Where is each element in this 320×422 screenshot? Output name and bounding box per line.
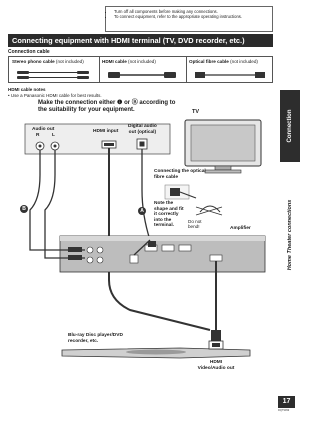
instruction-line: Make the connection either ❶ or Ⓑ according to: [38, 100, 176, 106]
do-not-bend-label: Do not bend!: [188, 219, 202, 230]
side-tab-connection: Connection: [280, 90, 300, 162]
audio-out-label: Audio out: [32, 127, 55, 132]
marker-a: A: [138, 207, 146, 215]
audio-r-label: R: [36, 133, 40, 138]
note-item: • To connect equipment, refer to the appropriate operating instructions.: [114, 14, 269, 19]
optical-note: Connecting the optical fibre cable: [154, 169, 206, 180]
note-item: • Turn off all components before making any connections.: [114, 9, 269, 14]
page-code: RQT9099: [278, 409, 290, 412]
tv-label: TV: [192, 109, 200, 115]
shape-note: Note the shape and fit it correctly into the terminal.: [154, 201, 184, 229]
side-text: Home Theater connections: [287, 199, 293, 271]
hdmi-input-label: HDMI input: [93, 129, 119, 134]
cable-name: Stereo phono cable: [12, 59, 55, 64]
cable-note: (not included): [55, 59, 84, 64]
instruction-line: the suitability for your equipment.: [38, 107, 135, 114]
cable-heading: Connection cable: [8, 49, 50, 55]
cable-note: (not included): [230, 59, 258, 64]
audio-l-label: L: [52, 133, 55, 138]
hdmi-notes-heading: HDMI cable notes: [8, 87, 46, 92]
amplifier-icon: [60, 236, 265, 272]
cable-name: HDMI cable: [102, 59, 127, 64]
hdmi-notes-item: • Use a Panasonic HDMI cable for best results.: [8, 92, 102, 98]
hdmi-video-label: HDMI Video/Audio out: [197, 360, 235, 371]
digital-audio-label: Digital audio out (optical): [128, 124, 157, 135]
section-title: Connecting equipment with HDMI terminal (TV, DVD recorder, etc.): [8, 34, 273, 47]
bluray-player-icon: [62, 348, 250, 358]
marker-b: B: [20, 205, 28, 213]
cable-name: Optical fibre cable: [189, 59, 229, 64]
cable-note: (not included): [128, 59, 156, 64]
page-number: 17: [278, 396, 295, 408]
bluray-label: Blu-ray Disc player/DVD recorder, etc.: [68, 333, 123, 344]
tv-icon: [185, 120, 261, 173]
amplifier-label: Amplifier: [230, 226, 251, 231]
